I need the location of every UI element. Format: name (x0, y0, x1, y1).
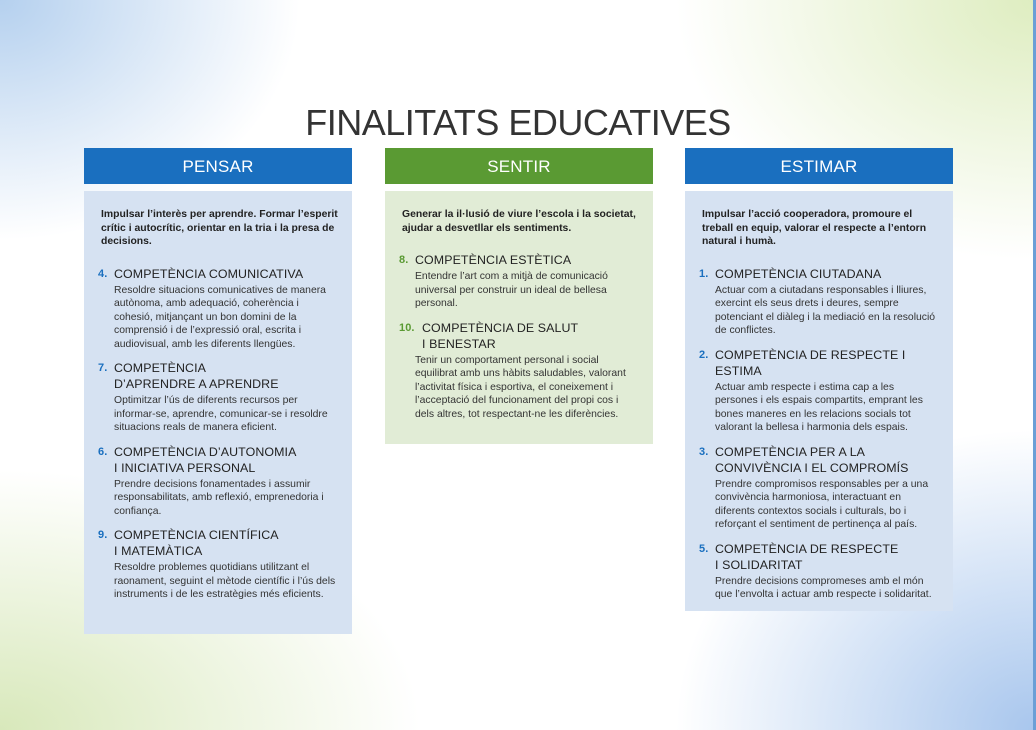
competence-item (699, 444, 939, 532)
column-intro: Impulsar l’interès per aprendre. Formar l’esperit crític i autocrític, orientar en la tria i la presa de decisions. (101, 209, 338, 247)
competence-title (699, 266, 939, 282)
competence-item (399, 320, 639, 422)
column-body-sentir (385, 191, 653, 444)
competence-item (399, 252, 639, 311)
competence-number: 5. (699, 542, 709, 555)
competence-title-text: COMPETÈNCIA COMUNICATIVA (114, 266, 304, 281)
competence-description: Actuar amb respecte i estima cap a les persones i els espais compartits, emprant les bones maneres en les relacions socials tot valorant la bellesa i harmonia dels espais. (715, 381, 923, 433)
column-sentir (385, 148, 653, 444)
column-estimar (685, 148, 953, 611)
competence-title (399, 252, 639, 268)
competence-title-text: COMPETÈNCIA PER A LA CONVIVÈNCIA I EL COMPROMÍS (715, 444, 909, 475)
competence-description: Prendre decisions fonamentades i assumir responsabilitats, amb reflexió, emprenedoria i confiança. (114, 478, 324, 517)
competence-item (98, 266, 338, 352)
column-intro: Impulsar l’acció cooperadora, promoure el treball en equip, valorar el respecte a l’entorn natural i humà. (702, 209, 927, 247)
competence-title-text: COMPETÈNCIA D’AUTONOMIA I INICIATIVA PERSONAL (114, 444, 296, 475)
competence-item (98, 444, 338, 519)
competence-description: Resoldre problemes quotidians utilitzant el raonament, seguint el mètode científic i l’ús dels instruments i de les estratègies més eficients. (114, 562, 336, 600)
competence-title (699, 444, 915, 476)
competence-description: Prendre compromisos responsables per a una convivència harmoniosa, interactuant en diferents contextos socials i culturals, bo i reforçant el sentiment de pertinença al país. (715, 478, 929, 530)
competence-title (399, 320, 582, 352)
competence-item (98, 527, 338, 602)
column-intro: Generar la il·lusió de viure l’escola i la societat, ajudar a desvetllar els sentiments. (402, 209, 636, 234)
competence-description: Prendre decisions compromeses amb el món que l’envolta i actuar amb respecte i solidaritat. (715, 575, 932, 600)
competence-title (98, 444, 299, 476)
competence-item (699, 541, 939, 602)
competence-title-text: COMPETÈNCIA D’APRENDRE A APRENDRE (114, 361, 279, 391)
competence-title-text: COMPETÈNCIA DE RESPECTE I SOLIDARITAT (715, 541, 899, 572)
competence-title (98, 360, 284, 392)
column-pensar (84, 148, 352, 634)
competence-item (699, 266, 939, 338)
competence-number: 2. (699, 348, 709, 361)
competence-title (699, 347, 939, 379)
page-title: FINALITATS EDUCATIVES (305, 102, 731, 144)
competence-title (98, 266, 338, 282)
competence-title-text: COMPETÈNCIA DE RESPECTE I ESTIMA (715, 347, 906, 378)
competence-description: Actuar com a ciutadans responsables i lliures, exercint els seus drets i deures, sempre potenciant el diàleg i la mediació en la resolució de conflictes. (715, 284, 936, 336)
competence-title (98, 527, 284, 559)
competence-title-text: COMPETÈNCIA ESTÈTICA (415, 253, 572, 267)
competence-description: Optimitzar l’ús de diferents recursos per informar-se, aprendre, comunicar-se i resoldre situacions reals de manera eficient. (114, 395, 328, 433)
column-body-estimar (685, 191, 953, 611)
competence-description: Resoldre situacions comunicatives de manera autònoma, amb adequació, coherència i cohesió, mitjançant un bon domini de la comprensió i de l’expressió oral, escrita i audiovisual, amb les diferents llengües. (114, 284, 326, 350)
competence-description: Tenir un comportament personal i social equilibrat amb uns hàbits saludables, valorant l’activitat física i esportiva, el coneixement i l’acceptació del funcionament del propi cos i dels altres, tot respectant-ne les diferències. (415, 354, 626, 420)
competence-number: 8. (399, 254, 409, 266)
competence-title-text: COMPETÈNCIA CIENTÍFICA I MATEMÀTICA (114, 528, 278, 558)
competence-number: 6. (98, 445, 108, 458)
competence-number: 1. (699, 267, 709, 280)
competence-title-text: COMPETÈNCIA DE SALUT I BENESTAR (422, 320, 578, 351)
competence-number: 3. (699, 445, 709, 458)
column-header-estimar: ESTIMAR (685, 148, 953, 184)
competence-item (699, 347, 939, 435)
column-header-pensar: PENSAR (84, 148, 352, 184)
competence-item (98, 360, 338, 435)
competence-number: 7. (98, 362, 108, 374)
competence-title (699, 541, 905, 573)
competence-description: Entendre l’art com a mitjà de comunicació universal per construir un ideal de bellesa personal. (415, 271, 608, 309)
competence-number: 4. (98, 267, 108, 280)
competence-number: 9. (98, 529, 108, 541)
column-header-sentir: SENTIR (385, 148, 653, 184)
competence-title-text: COMPETÈNCIA CIUTADANA (715, 266, 882, 281)
competence-number: 10. (399, 321, 415, 334)
column-body-pensar (84, 191, 352, 634)
